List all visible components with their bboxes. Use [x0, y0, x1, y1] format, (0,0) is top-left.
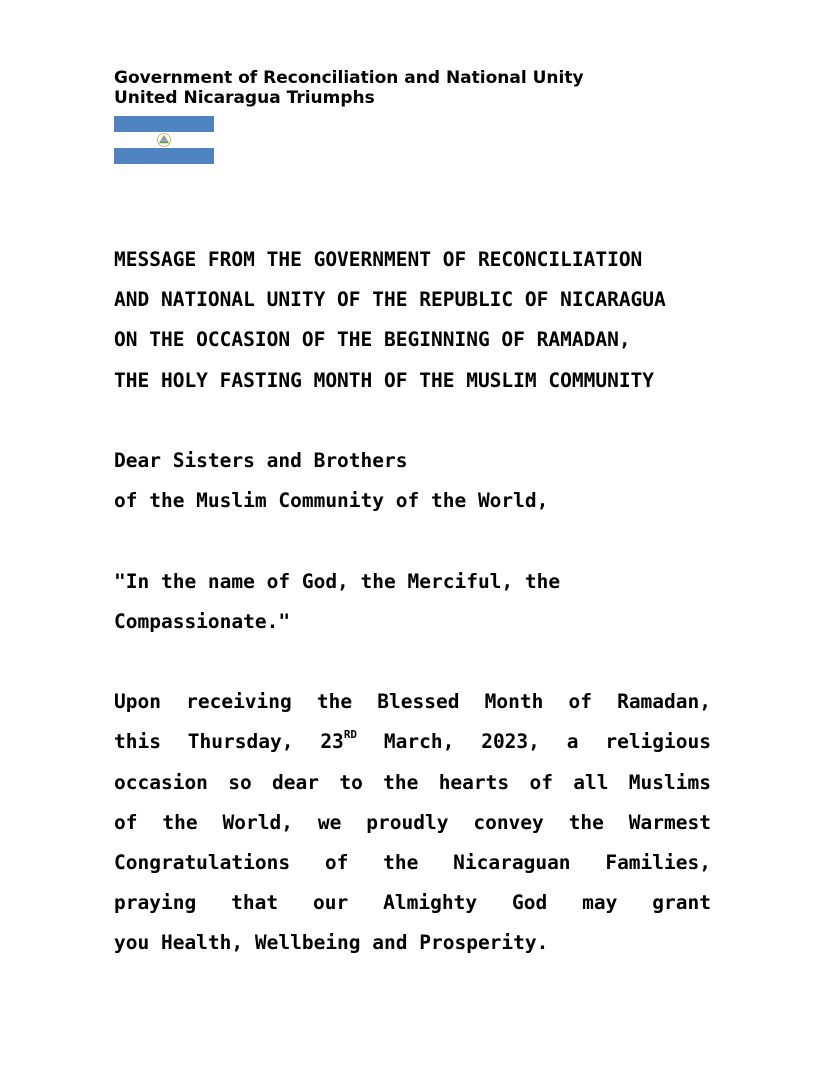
paragraph-line-4: of the World, we proudly convey the Warmest	[114, 810, 711, 834]
quote-line-1: "In the name of God, the Merciful, the	[114, 569, 561, 593]
paragraph-line-6: praying that our Almighty God may grant	[114, 891, 711, 915]
flag-stripe-top	[114, 116, 214, 132]
paragraph-line-7: you Health, Wellbeing and Prosperity.	[114, 931, 549, 955]
paragraph-line-3: occasion so dear to the hearts of all Muslims	[114, 770, 711, 794]
letterhead-slogan: United Nicaragua Triumphs	[114, 88, 375, 108]
spacer	[114, 401, 754, 441]
ordinal-suffix: RD	[343, 727, 358, 741]
spacer	[114, 642, 754, 682]
letterhead	[114, 68, 584, 108]
paragraph-line-5: Congratulations of the Nicaraguan Families,	[114, 851, 711, 874]
paragraph-line-1: Upon receiving the Blessed Month of Ramadan,	[114, 690, 711, 714]
paragraph-line-2-end: March, 2023, a religious	[357, 730, 711, 754]
nicaragua-flag-icon	[114, 116, 214, 164]
quote-line-2: Compassionate."	[114, 609, 291, 633]
coat-of-arms-icon	[156, 132, 172, 148]
message-title-line-3: ON THE OCCASION OF THE BEGINNING OF RAMADAN,	[114, 328, 631, 352]
spacer	[114, 521, 754, 561]
flag-stripe-bottom	[114, 148, 214, 164]
message-body	[114, 240, 754, 964]
message-title-line-4: THE HOLY FASTING MONTH OF THE MUSLIM COMMUNITY	[114, 368, 655, 392]
paragraph-line-2-start: this Thursday, 23	[114, 730, 344, 754]
message-title-line-1: MESSAGE FROM THE GOVERNMENT OF RECONCILIATION	[114, 248, 643, 271]
salutation-line-2: of the Muslim Community of the World,	[114, 489, 549, 513]
letterhead-government-name: Government of Reconciliation and National Unity	[114, 68, 584, 88]
message-title-line-2: AND NATIONAL UNITY OF THE REPUBLIC OF NICARAGUA	[114, 288, 666, 312]
paragraph-line-2	[114, 722, 711, 762]
salutation-line-1: Dear Sisters and Brothers	[114, 449, 408, 472]
